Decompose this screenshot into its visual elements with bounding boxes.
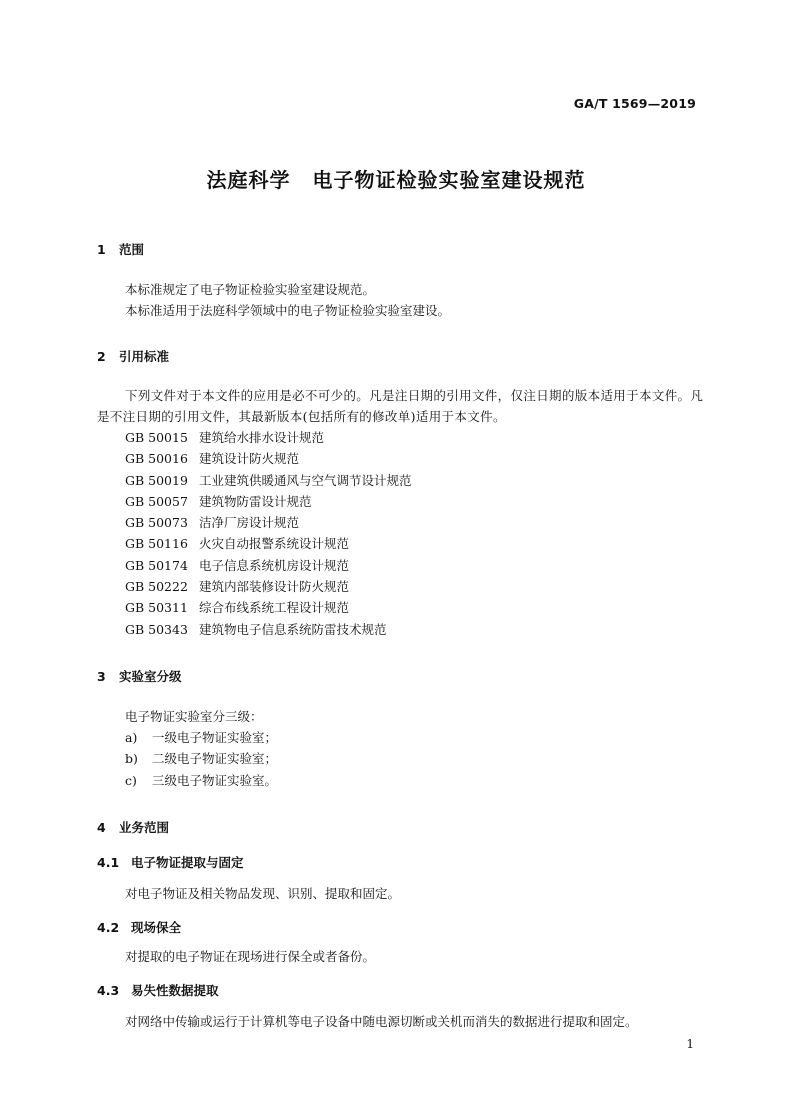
reference-code: GB 50019	[125, 472, 188, 488]
reference-item	[125, 533, 412, 554]
reference-name: 建筑物防雷设计规范	[199, 493, 312, 509]
list-marker: a)	[125, 730, 138, 745]
reference-item	[125, 427, 412, 448]
reference-name: 火灾自动报警系统设计规范	[199, 536, 350, 552]
section-4-heading	[97, 818, 169, 836]
document-title	[0, 164, 792, 193]
section-number: 2	[97, 349, 106, 364]
subsection-4-2-heading	[97, 918, 181, 936]
section-1-heading	[97, 240, 144, 258]
reference-code: GB 50057	[125, 493, 188, 509]
subsection-title: 易失性数据提取	[131, 983, 219, 998]
reference-name: 综合布线系统工程设计规范	[199, 600, 350, 616]
reference-code: GB 50016	[125, 451, 188, 467]
list-marker: c)	[125, 772, 137, 788]
list-item-text: 二级电子物证实验室；	[152, 751, 278, 767]
reference-item	[125, 597, 412, 618]
reference-code: GB 50116	[125, 536, 188, 552]
subsection-title: 电子物证提取与固定	[131, 855, 244, 870]
section-title: 范围	[119, 242, 145, 257]
reference-name: 建筑设计防火规范	[199, 451, 300, 467]
subsection-number: 4.3	[97, 983, 120, 998]
title-part-1: 法庭科学	[206, 168, 291, 192]
list-marker: b)	[125, 751, 138, 767]
reference-item	[125, 448, 412, 469]
paragraph: 本标准适用于法庭科学领域中的电子物证检验实验室建设。	[125, 303, 451, 318]
paragraph: 对提取的电子物证在现场进行保全或者备份。	[125, 949, 376, 964]
reference-code: GB 50174	[125, 557, 188, 573]
section-3-heading	[97, 667, 182, 685]
paragraph: 对网络中传输或运行于计算机等电子设备中随电源切断或关机而消失的数据进行提取和固定。	[125, 1014, 638, 1029]
subsection-4-3-heading	[97, 981, 219, 999]
lab-grade-list	[125, 727, 277, 791]
section-title: 实验室分级	[119, 669, 182, 684]
reference-item	[125, 555, 412, 576]
reference-name: 建筑物电子信息系统防雷技术规范	[199, 621, 387, 637]
reference-item	[125, 576, 412, 597]
reference-code: GB 50222	[125, 579, 188, 595]
reference-code: GB 50343	[125, 621, 188, 637]
list-item	[125, 748, 277, 769]
section-title: 业务范围	[119, 820, 170, 835]
section-number: 4	[97, 820, 106, 835]
list-item-text: 一级电子物证实验室；	[152, 730, 278, 745]
reference-item	[125, 470, 412, 491]
reference-code: GB 50311	[125, 600, 188, 616]
subsection-number: 4.1	[97, 855, 120, 870]
reference-code: GB 50015	[125, 430, 188, 445]
reference-item	[125, 619, 412, 640]
list-item	[125, 727, 277, 748]
reference-name: 洁净厂房设计规范	[199, 515, 300, 531]
reference-item	[125, 512, 412, 533]
reference-code: GB 50073	[125, 515, 188, 531]
section-number: 3	[97, 669, 106, 684]
section-number: 1	[97, 242, 106, 257]
paragraph: 电子物证实验室分三级：	[125, 709, 263, 724]
list-item	[125, 770, 277, 791]
reference-name: 工业建筑供暖通风与空气调节设计规范	[199, 472, 412, 488]
subsection-title: 现场保全	[131, 920, 182, 935]
section-2-heading	[97, 347, 169, 365]
section-title: 引用标准	[119, 349, 170, 364]
reference-name: 电子信息系统机房设计规范	[199, 557, 350, 573]
standard-code: GA/T 1569—2019	[573, 96, 696, 111]
subsection-number: 4.2	[97, 920, 120, 935]
references-intro-paragraph: 下列文件对于本文件的应用是必不可少的。凡是注日期的引用文件，仅注日期的版本适用于本文件。凡是不注日期的引用文件，其最新版本(包括所有的修改单)适用于本文件。	[97, 388, 704, 424]
paragraph: 本标准规定了电子物证检验实验室建设规范。	[125, 282, 376, 297]
title-part-2: 电子物证检验实验室建设规范	[312, 168, 586, 192]
page-number: 1	[686, 1037, 694, 1051]
paragraph: 对电子物证及相关物品发现、识别、提取和固定。	[125, 886, 401, 901]
list-item-text: 三级电子物证实验室。	[152, 772, 278, 788]
normative-references-list	[125, 427, 412, 640]
reference-item	[125, 491, 412, 512]
reference-name: 建筑给水排水设计规范	[199, 430, 325, 445]
subsection-4-1-heading	[97, 853, 244, 871]
reference-name: 建筑内部装修设计防火规范	[199, 579, 350, 595]
